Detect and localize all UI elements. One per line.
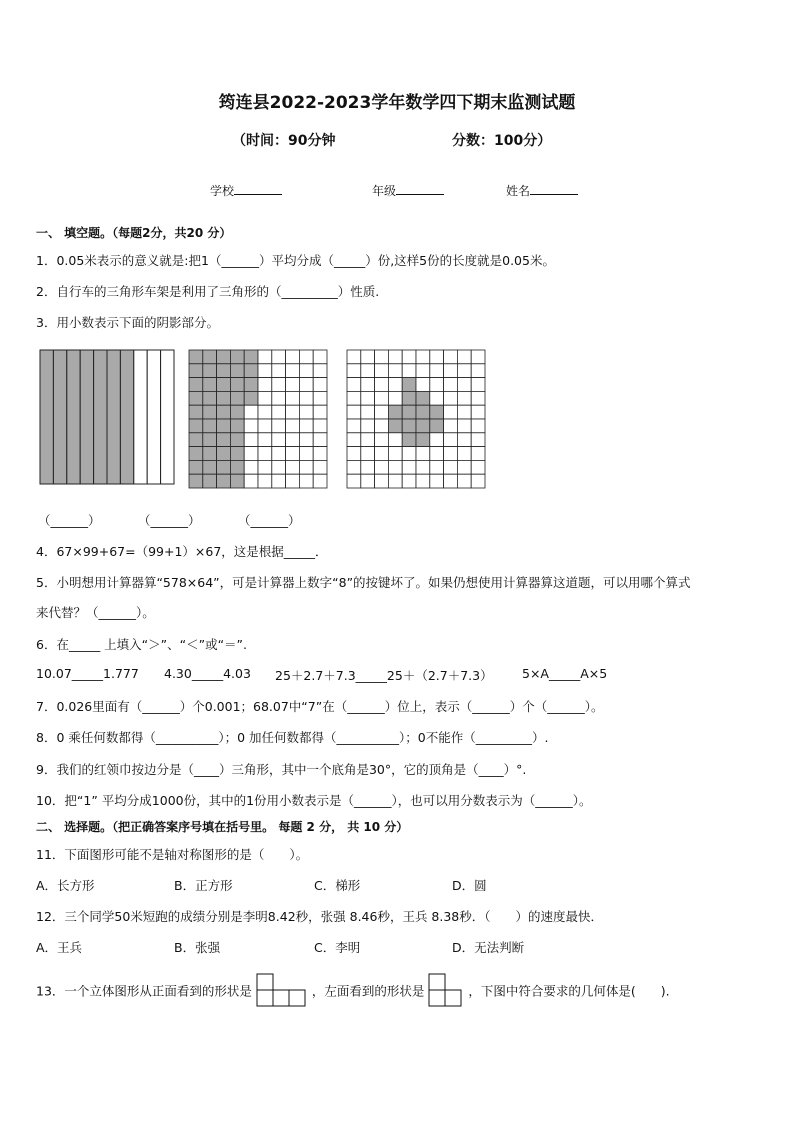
- grid-cell: [402, 405, 416, 419]
- grid-cell: [299, 474, 313, 488]
- grid-cell: [272, 391, 286, 405]
- grid-cell: [457, 391, 471, 405]
- grid-cell: [457, 433, 471, 447]
- q6-item-2: 4.30_____4.03: [164, 666, 251, 681]
- grid-cell: [313, 405, 327, 419]
- grid-cell: [444, 474, 458, 488]
- grid-cell: [230, 350, 244, 364]
- grid-cell: [286, 447, 300, 461]
- grid-cell: [203, 447, 217, 461]
- grid-cell: [313, 391, 327, 405]
- grid-cell: [347, 391, 361, 405]
- strip: [53, 350, 66, 484]
- grid-cell: [203, 419, 217, 433]
- q12-option-a[interactable]: A．王兵: [36, 940, 83, 955]
- grid-cell: [230, 378, 244, 392]
- q3-blank-3[interactable]: （______）: [238, 513, 301, 528]
- grid-cell: [444, 447, 458, 461]
- grid-cell: [375, 419, 389, 433]
- grid-cell: [244, 474, 258, 488]
- grid-cell: [375, 447, 389, 461]
- grid-cell: [375, 433, 389, 447]
- grid-cell: [313, 460, 327, 474]
- grid-cell: [457, 364, 471, 378]
- grid-cell: [388, 391, 402, 405]
- grid-cell: [361, 350, 375, 364]
- grid-cell: [375, 474, 389, 488]
- grid-cell: [347, 447, 361, 461]
- grid-cell: [203, 460, 217, 474]
- grid-cell: [217, 474, 231, 488]
- grid-cell: [402, 419, 416, 433]
- grid-cell: [457, 447, 471, 461]
- grid-cell: [299, 391, 313, 405]
- grid-cell: [416, 447, 430, 461]
- grid-cell: [258, 474, 272, 488]
- grid-cell: [230, 405, 244, 419]
- left-view-shape: [428, 973, 464, 1007]
- grid-cell: [203, 474, 217, 488]
- grid-cell: [375, 364, 389, 378]
- grid-cell: [361, 419, 375, 433]
- grid-cell: [217, 460, 231, 474]
- grid-cell: [361, 391, 375, 405]
- exam-time: （时间：90分钟: [232, 133, 336, 149]
- grid-cell: [416, 405, 430, 419]
- strip: [147, 350, 160, 484]
- grid-cell: [416, 419, 430, 433]
- strip: [107, 350, 120, 484]
- grid-cell: [347, 419, 361, 433]
- grid-cell: [471, 419, 485, 433]
- grid-cell: [313, 474, 327, 488]
- grid-cell: [286, 433, 300, 447]
- grid-cell: [416, 364, 430, 378]
- grid-cell: [258, 364, 272, 378]
- grid-cell: [388, 378, 402, 392]
- grid-cell: [299, 350, 313, 364]
- grid-cell: [217, 391, 231, 405]
- q6-item-1: 10.07_____1.777: [36, 666, 139, 681]
- grid-cell: [203, 350, 217, 364]
- grid-cell: [444, 350, 458, 364]
- grid-cell: [299, 364, 313, 378]
- figure-grid-2: [346, 349, 487, 490]
- section-1-heading: 一、 填空题。（每题2分，共20 分）: [36, 226, 232, 240]
- grid-cell: [244, 378, 258, 392]
- grid-cell: [244, 433, 258, 447]
- grid-cell: [430, 460, 444, 474]
- grid-cell: [217, 378, 231, 392]
- grid-cell: [388, 419, 402, 433]
- grid-cell: [189, 378, 203, 392]
- grid-cell: [402, 378, 416, 392]
- grid-cell: [402, 474, 416, 488]
- grid-cell: [430, 364, 444, 378]
- grid-cell: [217, 447, 231, 461]
- grid-cell: [471, 433, 485, 447]
- grid-cell: [299, 405, 313, 419]
- grid-cell: [471, 447, 485, 461]
- grid-cell: [313, 350, 327, 364]
- grid-cell: [471, 405, 485, 419]
- grid-cell: [203, 364, 217, 378]
- question-6: 6．在_____ 上填入“＞”、“＜”或“＝”.: [36, 637, 248, 652]
- grid-cell: [444, 460, 458, 474]
- grid-cell: [416, 378, 430, 392]
- grid-cell: [217, 419, 231, 433]
- question-5-cont: 来代替？（______）。: [36, 605, 155, 620]
- question-3: 3．用小数表示下面的阴影部分。: [36, 315, 219, 330]
- grid-cell: [457, 419, 471, 433]
- grid-cell: [388, 474, 402, 488]
- q11-option-c[interactable]: C．梯形: [314, 878, 361, 893]
- grid-cell: [361, 433, 375, 447]
- grid-cell: [189, 419, 203, 433]
- grid-cell: [258, 447, 272, 461]
- grid-cell: [444, 405, 458, 419]
- question-11: 11．下面图形可能不是轴对称图形的是（ ）。: [36, 847, 309, 862]
- grid-cell: [457, 460, 471, 474]
- name-field[interactable]: 姓名: [506, 182, 578, 199]
- grid-cell: [416, 433, 430, 447]
- grid-cell: [457, 350, 471, 364]
- grid-cell: [258, 350, 272, 364]
- grid-cell: [286, 364, 300, 378]
- grid-cell: [230, 419, 244, 433]
- grid-cell: [258, 433, 272, 447]
- grid-cell: [471, 474, 485, 488]
- question-2: 2．自行车的三角形车架是利用了三角形的（_________）性质.: [36, 284, 380, 299]
- grid-cell: [388, 350, 402, 364]
- grid-cell: [347, 364, 361, 378]
- grid-cell: [471, 391, 485, 405]
- grid-cell: [230, 460, 244, 474]
- exam-score: 分数：100分）: [452, 133, 552, 149]
- grid-cell: [286, 460, 300, 474]
- grid-cell: [286, 419, 300, 433]
- grid-cell: [258, 391, 272, 405]
- grid-cell: [230, 364, 244, 378]
- grid-cell: [217, 350, 231, 364]
- grid-cell: [189, 474, 203, 488]
- q13-text-end: ，下图中符合要求的几何体是( ).: [468, 983, 670, 999]
- grid-cell: [402, 350, 416, 364]
- grid-cell: [347, 350, 361, 364]
- grid-cell: [203, 391, 217, 405]
- grid-cell: [272, 474, 286, 488]
- strip: [67, 350, 80, 484]
- question-1: 1．0.05米表示的意义就是:把1（______）平均分成（_____）份,这样5份的长度就是0.05米。: [36, 253, 555, 268]
- grid-cell: [272, 405, 286, 419]
- q12-option-b[interactable]: B．张强: [174, 940, 221, 955]
- grid-cell: [375, 350, 389, 364]
- grid-cell: [444, 391, 458, 405]
- grid-cell: [189, 433, 203, 447]
- grid-cell: [430, 447, 444, 461]
- grid-cell: [272, 433, 286, 447]
- grid-cell: [361, 405, 375, 419]
- grid-cell: [313, 447, 327, 461]
- grid-cell: [361, 378, 375, 392]
- grid-cell: [203, 405, 217, 419]
- grid-cell: [203, 378, 217, 392]
- grid-cell: [189, 447, 203, 461]
- q3-blank-1[interactable]: （______）: [38, 513, 101, 528]
- grid-cell: [230, 433, 244, 447]
- grid-cell: [402, 391, 416, 405]
- grid-cell: [416, 391, 430, 405]
- figure-grid-1: [188, 349, 329, 490]
- grid-cell: [286, 378, 300, 392]
- grid-cell: [189, 460, 203, 474]
- grid-cell: [361, 447, 375, 461]
- grid-cell: [313, 419, 327, 433]
- grid-cell: [230, 391, 244, 405]
- grid-cell: [375, 378, 389, 392]
- q3-blank-2[interactable]: （______）: [138, 513, 201, 528]
- figure-strips: [39, 349, 175, 485]
- q13-text-front: 13．一个立体图形从正面看到的形状是: [36, 983, 252, 999]
- grid-cell: [388, 364, 402, 378]
- grid-cell: [347, 433, 361, 447]
- grid-cell: [361, 474, 375, 488]
- grid-cell: [286, 350, 300, 364]
- grid-cell: [457, 378, 471, 392]
- grid-cell: [244, 364, 258, 378]
- grid-cell: [313, 378, 327, 392]
- grid-cell: [430, 391, 444, 405]
- grid-cell: [444, 419, 458, 433]
- grid-cell: [244, 419, 258, 433]
- grid-cell: [258, 378, 272, 392]
- grid-cell: [402, 433, 416, 447]
- grid-cell: [299, 378, 313, 392]
- school-field[interactable]: 学校: [210, 182, 282, 199]
- grid-cell: [272, 460, 286, 474]
- strip: [40, 350, 53, 484]
- grid-cell: [217, 364, 231, 378]
- grid-cell: [244, 460, 258, 474]
- strip: [94, 350, 107, 484]
- grade-field[interactable]: 年级: [372, 182, 444, 199]
- q13-text-left: ，左面看到的形状是: [311, 983, 425, 999]
- q11-option-a[interactable]: A．长方形: [36, 878, 95, 893]
- q6-item-3: 25＋2.7＋7.3_____25＋（2.7＋7.3）: [275, 668, 493, 683]
- grid-cell: [430, 405, 444, 419]
- grid-cell: [244, 405, 258, 419]
- question-9: 9．我们的红领巾按边分是（____）三角形，其中一个底角是30°，它的顶角是（____）°.: [36, 762, 527, 777]
- grid-cell: [189, 405, 203, 419]
- grid-cell: [416, 350, 430, 364]
- grid-cell: [430, 474, 444, 488]
- grid-cell: [258, 460, 272, 474]
- grid-cell: [471, 460, 485, 474]
- grid-cell: [471, 364, 485, 378]
- grid-cell: [244, 391, 258, 405]
- grid-cell: [375, 391, 389, 405]
- grid-cell: [230, 474, 244, 488]
- grid-cell: [272, 419, 286, 433]
- grid-cell: [444, 433, 458, 447]
- grid-cell: [272, 378, 286, 392]
- question-13: [36, 975, 670, 1009]
- strip: [161, 350, 174, 484]
- grid-cell: [416, 474, 430, 488]
- grid-cell: [299, 447, 313, 461]
- front-view-shape: [256, 973, 308, 1007]
- grid-cell: [189, 350, 203, 364]
- grid-cell: [430, 419, 444, 433]
- grid-cell: [430, 433, 444, 447]
- q6-item-4: 5×A_____A×5: [522, 666, 608, 681]
- grid-cell: [203, 433, 217, 447]
- grid-cell: [347, 460, 361, 474]
- grid-cell: [217, 405, 231, 419]
- question-7: 7．0.026里面有（______）个0.001；68.07中“7”在（______）位上，表示（______）个（______）。: [36, 699, 604, 714]
- question-12: 12．三个同学50米短跑的成绩分别是李明8.42秒，张强 8.46秒，王兵 8.38秒．（ ）的速度最快．: [36, 909, 604, 924]
- grid-cell: [244, 447, 258, 461]
- strip: [80, 350, 93, 484]
- grid-cell: [471, 350, 485, 364]
- q11-option-b[interactable]: B．正方形: [174, 878, 233, 893]
- grid-cell: [189, 364, 203, 378]
- grid-cell: [388, 433, 402, 447]
- strip: [120, 350, 133, 484]
- section-2-heading: 二、 选择题。（把正确答案序号填在括号里。 每题 2 分， 共 10 分）: [36, 820, 409, 834]
- q11-option-d[interactable]: D．圆: [452, 878, 487, 893]
- question-10: 10．把“1” 平均分成1000份，其中的1份用小数表示是（______），也可以用分数表示为（______）。: [36, 793, 592, 808]
- q12-option-c[interactable]: C．李明: [314, 940, 361, 955]
- question-5: 5．小明想用计算器算“578×64”，可是计算器上数字“8”的按键坏了。如果仍想使用计算器算这道题，可以用哪个算式: [36, 575, 691, 590]
- grid-cell: [430, 378, 444, 392]
- grid-cell: [347, 474, 361, 488]
- grid-cell: [347, 378, 361, 392]
- grid-cell: [299, 433, 313, 447]
- grid-cell: [388, 447, 402, 461]
- grid-cell: [286, 474, 300, 488]
- grid-cell: [416, 460, 430, 474]
- grid-cell: [388, 460, 402, 474]
- grid-cell: [244, 350, 258, 364]
- page-title: 筠连县2022-2023学年数学四下期末监测试题: [218, 93, 576, 113]
- grid-cell: [258, 405, 272, 419]
- grid-cell: [444, 378, 458, 392]
- grid-cell: [230, 447, 244, 461]
- grid-cell: [457, 474, 471, 488]
- grid-cell: [286, 391, 300, 405]
- grid-cell: [375, 405, 389, 419]
- grid-cell: [444, 364, 458, 378]
- grid-cell: [361, 364, 375, 378]
- grid-cell: [347, 405, 361, 419]
- question-4: 4．67×99+67=（99+1）×67，这是根据_____．: [36, 544, 328, 559]
- grid-cell: [272, 350, 286, 364]
- grid-cell: [457, 405, 471, 419]
- grid-cell: [313, 364, 327, 378]
- grid-cell: [361, 460, 375, 474]
- q12-option-d[interactable]: D．无法判断: [452, 940, 525, 955]
- grid-cell: [471, 378, 485, 392]
- grid-cell: [313, 433, 327, 447]
- grid-cell: [189, 391, 203, 405]
- grid-cell: [375, 460, 389, 474]
- grid-cell: [272, 364, 286, 378]
- strip: [134, 350, 147, 484]
- grid-cell: [388, 405, 402, 419]
- grid-cell: [258, 419, 272, 433]
- question-8: 8．0 乘任何数都得（__________）；0 加任何数都得（__________）；0不能作（_________）.: [36, 730, 549, 745]
- grid-cell: [299, 460, 313, 474]
- grid-cell: [299, 419, 313, 433]
- grid-cell: [217, 433, 231, 447]
- grid-cell: [272, 447, 286, 461]
- grid-cell: [430, 350, 444, 364]
- grid-cell: [402, 447, 416, 461]
- grid-cell: [402, 460, 416, 474]
- grid-cell: [286, 405, 300, 419]
- grid-cell: [402, 364, 416, 378]
